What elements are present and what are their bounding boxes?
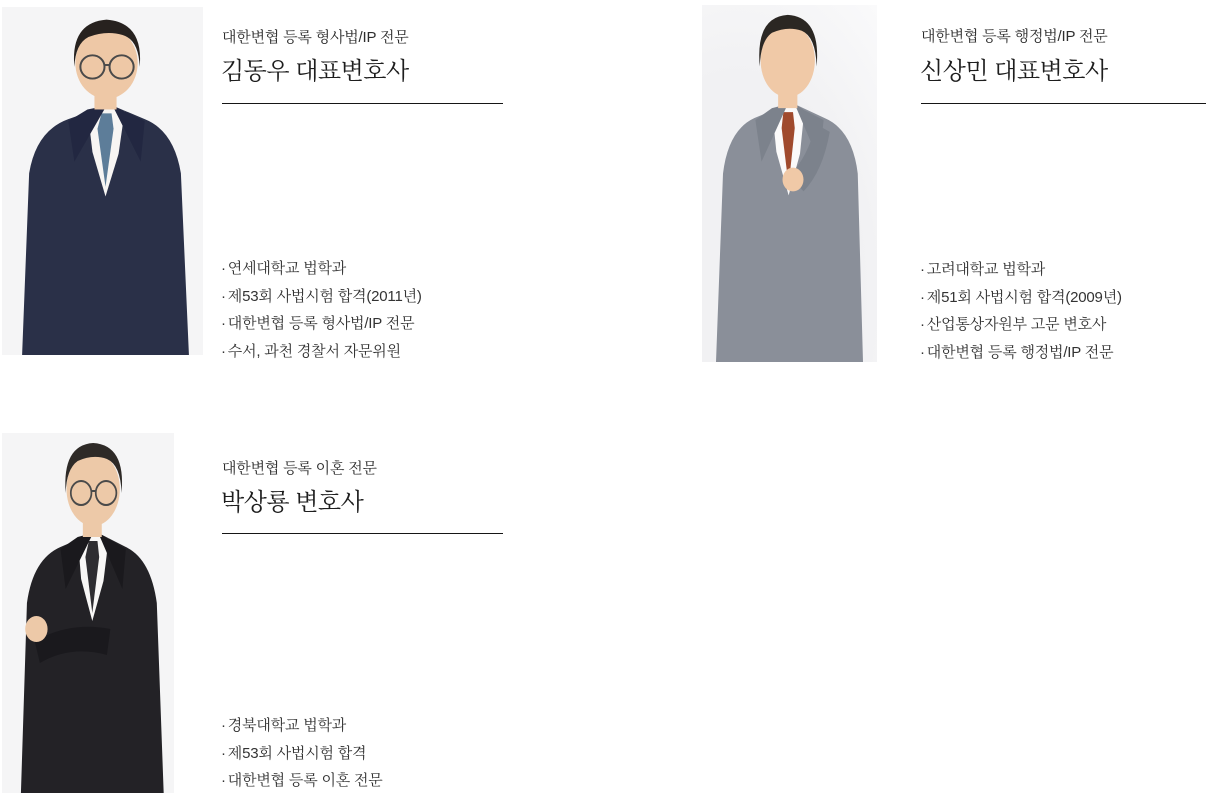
lawyer-photo <box>702 5 877 362</box>
credentials-list <box>920 256 1122 366</box>
lawyer-specialty-subtitle: 대한변협 등록 형사법/IP 전문 <box>222 29 409 46</box>
lawyer-specialty-subtitle: 대한변협 등록 행정법/IP 전문 <box>921 28 1108 45</box>
credential-item: · 대한변협 등록 형사법/IP 전문 <box>221 310 422 338</box>
lawyer-photo <box>2 7 203 355</box>
divider-rule <box>222 533 503 534</box>
credential-item: · 경북대학교 법학과 <box>221 712 383 740</box>
credential-item: · 제53회 사법시험 합격(2011년) <box>221 283 422 311</box>
lawyer-name: 박상룡 변호사 <box>221 489 364 516</box>
credential-item: · 연세대학교 법학과 <box>221 255 422 283</box>
lawyer-photo <box>2 433 174 793</box>
credentials-list <box>221 255 422 365</box>
divider-rule <box>222 103 503 104</box>
lawyer-specialty-subtitle: 대한변협 등록 이혼 전문 <box>222 460 377 477</box>
credential-item: · 제51회 사법시험 합격(2009년) <box>920 284 1122 312</box>
credential-item: · 수서, 과천 경찰서 자문위원 <box>221 338 422 366</box>
credential-item: · 고려대학교 법학과 <box>920 256 1122 284</box>
credentials-list <box>221 712 383 795</box>
lawyer-portrait-illustration <box>2 7 203 355</box>
credential-item: · 제53회 사법시험 합격 <box>221 740 383 768</box>
lawyer-name: 김동우 대표변호사 <box>221 58 409 85</box>
credential-item: · 대한변협 등록 이혼 전문 <box>221 767 383 795</box>
lawyer-name: 신상민 대표변호사 <box>920 58 1108 85</box>
lawyer-portrait-illustration <box>2 433 174 793</box>
lawyer-portrait-illustration <box>702 5 877 362</box>
credential-item: · 산업통상자원부 고문 변호사 <box>920 311 1122 339</box>
credential-item: · 대한변협 등록 행정법/IP 전문 <box>920 339 1122 367</box>
divider-rule <box>921 103 1206 104</box>
